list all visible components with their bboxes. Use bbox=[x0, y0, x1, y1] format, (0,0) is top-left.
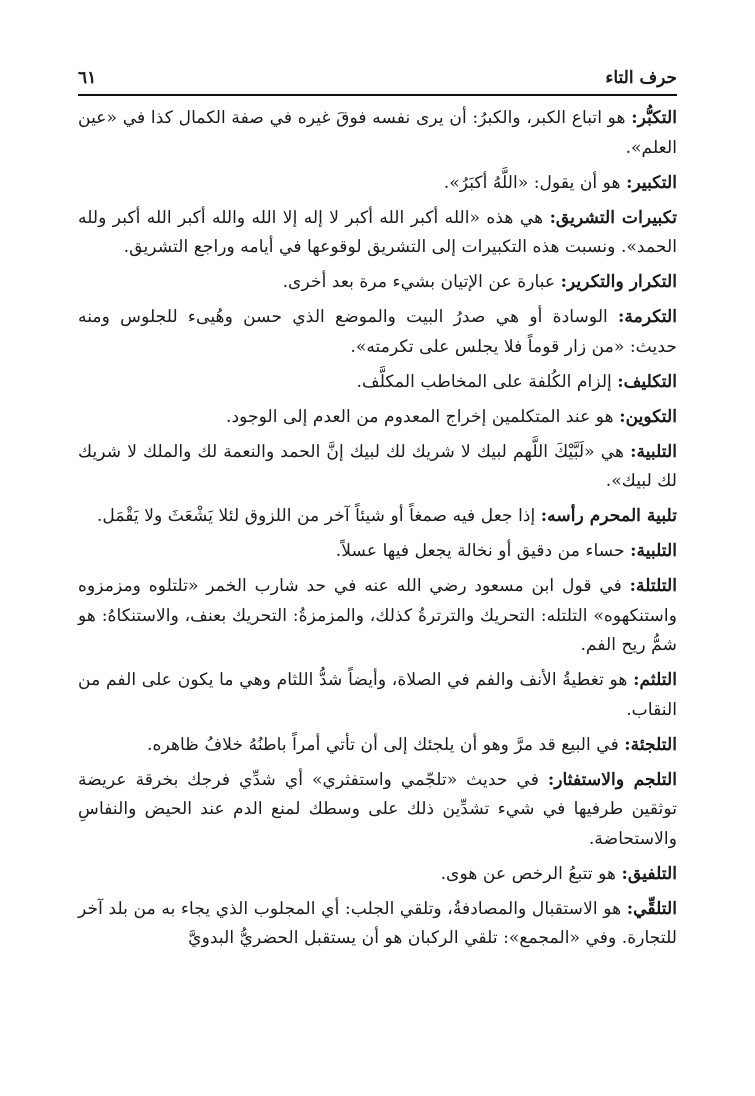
entry bbox=[78, 303, 677, 362]
entry-term: التكوين: bbox=[619, 406, 677, 427]
entry bbox=[78, 204, 677, 263]
entry-term: التلبية: bbox=[630, 541, 677, 561]
entry-term: التلثم: bbox=[633, 670, 677, 690]
entry-term: تلبية المحرم رأسه: bbox=[540, 506, 677, 526]
entry-term: التلفيق: bbox=[621, 863, 677, 884]
page-number: ٦١ bbox=[78, 68, 97, 88]
entry bbox=[78, 572, 677, 661]
entry-definition: إذا جعل فيه صمغاً أو شيئاً آخر من اللزوق لئلا يَشْعَثَ ولا يَقْمَل. bbox=[96, 506, 541, 526]
entry bbox=[78, 537, 677, 567]
entry-definition: في قول ابن مسعود رضي الله عنه في حد شارب الخمر «تلتلوه ومزمزوه واستنكهوه» التلتله: التحريك والترترةُ كذلك، والمزمزةُ: التحريك بعنف، والاستنكاهُ: هو شمُّ ريح الفم. bbox=[78, 576, 677, 655]
entry-term: التكرار والتكرير: bbox=[560, 272, 677, 292]
entry bbox=[78, 104, 677, 163]
entry-definition: حساء من دقيق أو نخالة يجعل فيها عسلاً. bbox=[335, 541, 631, 561]
entry-term: التكليف: bbox=[617, 371, 677, 392]
entry-definition: هي «لَبَّيْكَ اللَّهم لبيك لا شريك لك لبيك إنَّ الحمد والنعمة لك والملك لا شريك لك لبيك». bbox=[78, 441, 677, 491]
entry-term: التلجم والاستفثار: bbox=[547, 769, 677, 790]
entry-definition: في البيع قد مرَّ وهو أن يلجئك إلى أن تأتي أمراً باطنُهُ خلافُ ظاهره. bbox=[147, 734, 625, 755]
entry bbox=[78, 403, 677, 433]
entry bbox=[78, 895, 677, 954]
entry bbox=[78, 169, 677, 199]
entry-definition: هو تتبعُ الرخص عن هوى. bbox=[440, 863, 622, 884]
entry bbox=[78, 438, 677, 497]
entry-definition: إلزام الكُلفة على المخاطب المكلَّف. bbox=[356, 371, 618, 392]
entry-term: التلجئة: bbox=[624, 734, 677, 755]
entry-term: التلتلة: bbox=[629, 576, 677, 596]
entry-term: التكبُّر: bbox=[631, 108, 677, 128]
entry-definition: الوسادة أو هي صدرُ البيت والموضع الذي حسن وهُيىء للجلوس ومنه حديث: «من زار قوماً فلا يجلس على تكرمته». bbox=[78, 307, 677, 357]
entry bbox=[78, 268, 677, 298]
entry-term: التلبية: bbox=[630, 441, 677, 462]
entry-term: التكرمة: bbox=[618, 307, 677, 327]
entry-definition: هي هذه «الله أكبر الله أكبر لا إله إلا الله والله أكبر الله أكبر ولله الحمد». ونسبت هذه التكبيرات إلى التشريق لوقوعها في أيامه وراجع التشريق. bbox=[78, 207, 677, 257]
header-rule bbox=[78, 94, 677, 96]
entry bbox=[78, 860, 677, 890]
entry-term: التلقِّي: bbox=[626, 898, 677, 919]
entry-definition: هو أن يقول: «اللَّهُ أكبَرُ». bbox=[443, 172, 627, 193]
entry bbox=[78, 666, 677, 725]
entry bbox=[78, 502, 677, 532]
entry bbox=[78, 731, 677, 761]
entry-term: تكبيرات التشريق: bbox=[549, 207, 677, 228]
entry bbox=[78, 766, 677, 855]
entry-definition: هو اتباع الكبر، والكبرُ: أن يرى نفسه فوقَ غيره في صفة الكمال كذا في «عين العلم». bbox=[78, 108, 677, 158]
page-content bbox=[78, 104, 677, 959]
entry bbox=[78, 368, 677, 398]
section-title: حرف التاء bbox=[605, 68, 677, 88]
entry-definition: عبارة عن الإتيان بشيء مرة بعد أخرى. bbox=[282, 272, 561, 292]
entry-definition: في حديث «تلجّمي واستفثري» أي شدِّي فرجك بخرقة عريضة توثقين طرفيها في شيء تشدِّين ذلك على وسطك لمنع الدم عند الحيض والنفاسِ والاستحاضة. bbox=[78, 769, 677, 849]
entry-term: التكبير: bbox=[626, 172, 677, 193]
entry-definition: هو تغطيةُ الأنف والفم في الصلاة، وأيضاً شدُّ اللثام وهي ما يكون على الفم من النقاب. bbox=[78, 670, 677, 720]
page-header bbox=[78, 58, 677, 88]
entry-definition: هو الاستقبال والمصادفةُ، وتلقي الجلب: أي المجلوب الذي يجاء به من بلد آخر للتجارة. وفي «المجمع»: تلقي الركبان هو أن يستقبل الحضريُّ البدويَّ bbox=[78, 898, 677, 948]
entry-definition: هو عند المتكلمين إخراج المعدوم من العدم إلى الوجود. bbox=[226, 406, 620, 427]
